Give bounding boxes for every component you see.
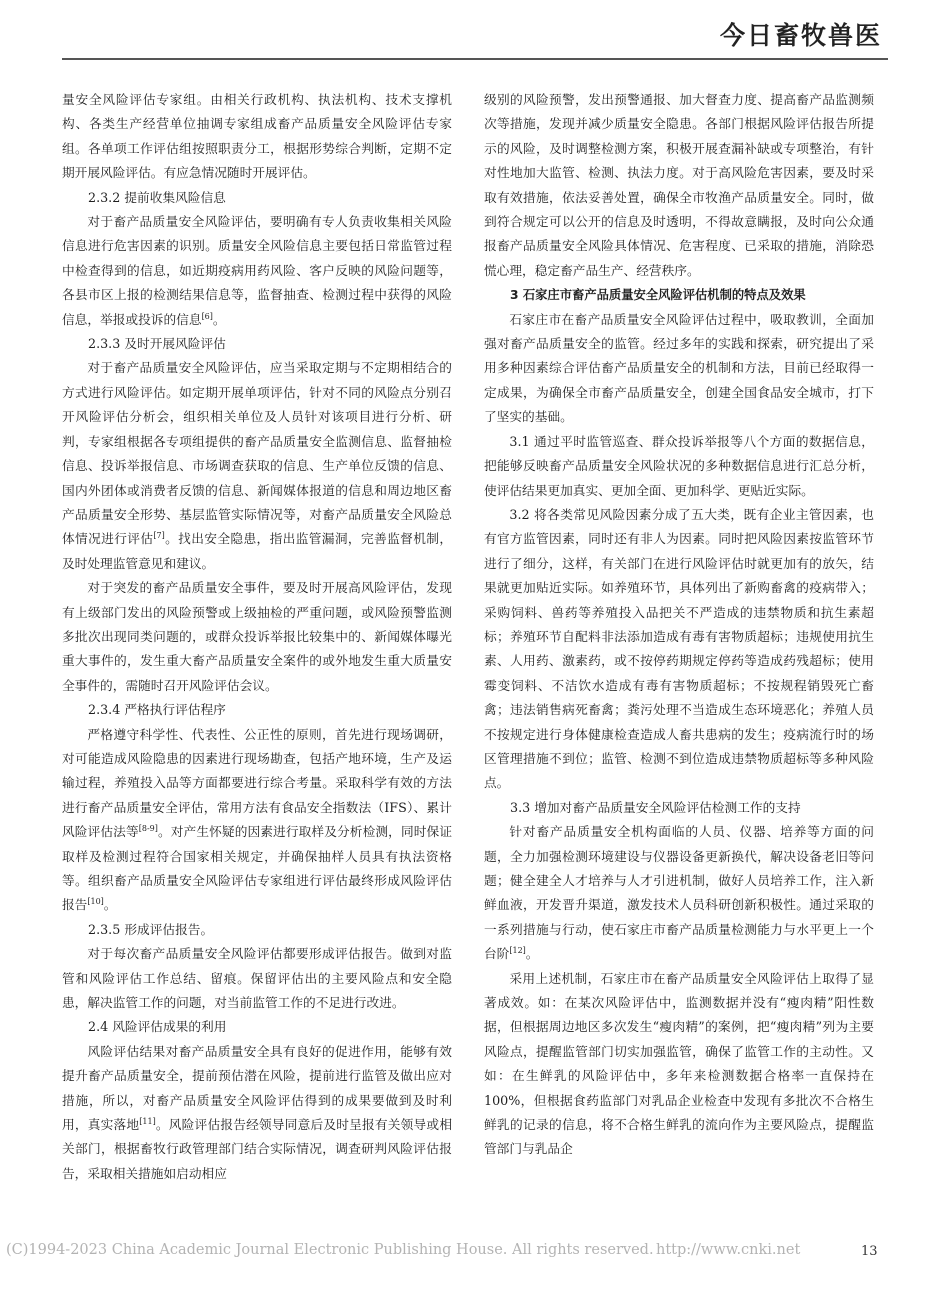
page-header <box>0 0 950 68</box>
paragraph-text: 2.3.2 提前收集风险信息 <box>88 189 226 205</box>
section-heading <box>484 796 874 820</box>
copyright-notice: (C)1994-2023 China Academic Journal Electronic Publishing House. All rights reserved. <box>6 1242 654 1258</box>
citation-ref: [7] <box>153 531 165 541</box>
citation-ref: [12] <box>509 945 526 955</box>
section-heading <box>62 1015 452 1039</box>
citation-ref: [10] <box>87 897 104 907</box>
paragraph-text: 2.3.4 严格执行评估程序 <box>88 702 226 718</box>
paragraph-text: 。找出安全隐患，指出监管漏洞，完善监督机制，及时处理监管意见和建议。 <box>62 531 453 571</box>
paragraph-text: 3.2 将各类常见风险因素分成了五大类，既有企业主管因素，也有官方监管因素，同时还有非人为因素。同时把风险因素按监管环节进行了细分，这样，有关部门在进行风险评估时就更加有的放矢，结果就更加贴近实际。如养殖环节，具体列出了新购畜禽的疫病带入；采购饲料、兽药等养殖投入品把关不严造成的违禁物质和抗生素超标；养殖环节自配料非法添加造成有毒有害物质超标；违规使用抗生素、人用药、激素药，或不按停药期规定停药等造成药残超标；使用霉变饲料、不洁饮水造成有毒有害物质超标；不按规程销毁死亡畜禽；违法销售病死畜禽；粪污处理不当造成生态环境恶化；养殖人员不按规定进行身体健康检查造成人畜共患病的发生；疫病流行时的场区管理措施不到位；监管、检测不到位造成违禁物质超标等多种风险点。 <box>484 506 874 791</box>
paragraph-text: 对于突发的畜产品质量安全事件，要及时开展高风险评估，发现有上级部门发出的风险预警或上级抽检的严重问题，或风险预警监测多批次出现同类问题的，或群众投诉举报比较集中的、新闻媒体曝光重大事件的，发生重大畜产品质量安全案件的或外地发生重大质量安全事件的，需随时召开风险评估会议。 <box>62 580 452 693</box>
journal-title: 今日畜牧兽医 <box>719 21 882 50</box>
paragraph <box>62 942 452 1015</box>
paragraph <box>484 820 874 966</box>
paragraph-text: 针对畜产品质量安全机构面临的人员、仪器、培养等方面的问题，全力加强检测环境建设与仪器设备更新换代，解决设备老旧等问题；健全建全人才培养与人才引进机制，做好人员培养工作，注入新鲜血液，开发晋升渠道，激发技术人员科研创新积极性。通过采取的一系列措施与行动，使石家庄市畜产品质量检测能力与水平更上一个台阶 <box>484 824 874 962</box>
paragraph-text: 。对产生怀疑的因素进行取样及分析检测，同时保证取样及检测过程符合国家相关规定，并确保抽样人员具有执法资格等。组织畜产品质量安全风险评估专家组进行评估最终形成风险评估报告 <box>62 824 453 913</box>
paragraph-text: 3 石家庄市畜产品质量安全风险评估机制的特点及效果 <box>510 288 806 303</box>
paragraph-text: 3.3 增加对畜产品质量安全风险评估检测工作的支持 <box>510 799 801 815</box>
header-divider <box>62 58 888 60</box>
section-heading <box>62 698 452 722</box>
citation-ref: [8-9] <box>138 823 158 833</box>
paragraph-text: 量安全风险评估专家组。由相关行政机构、执法机构、技术支撑机构、各类生产经营单位抽调专家组成畜产品质量安全风险评估专家组。各单项工作评估组按照职责分工，根据形势综合判断，定期不定期开展风险评估。有应急情况随时开展评估。 <box>62 92 452 181</box>
paragraph-text: 。 <box>103 897 117 913</box>
page-footer <box>0 1240 950 1270</box>
paragraph <box>484 967 874 1162</box>
paragraph-text: 采用上述机制，石家庄市在畜产品质量安全风险评估上取得了显著成效。如：在某次风险评估中，监测数据并没有“瘦肉精”阳性数据，但根据周边地区多次发生“瘦肉精”的案例，把“瘦肉精”列为主要风险点，提醒监管部门切实加强监管，确保了监管工作的主动性。又如：在生鲜乳的风险评估中，多年来检测数据合格率一直保持在100%，但根据食药监部门对乳品企业检查中发现有多批次不合格生鲜乳的记录的信息，将不合格生鲜乳的流向作为主要风险点，提醒监管部门与乳品企 <box>484 970 874 1157</box>
paragraph <box>62 210 452 332</box>
paragraph <box>484 88 874 283</box>
paragraph-text: 严格遵守科学性、代表性、公正性的原则，首先进行现场调研，对可能造成风险隐患的因素进行现场勘查，包括产地环境，生产及运输过程，养殖投入品等方面都要进行综合考量。采取科学有效的方法进行畜产品质量安全评估，常用方法有食品安全指数法（IFS）、累计风险评估法等 <box>62 726 452 840</box>
paragraph <box>484 308 874 430</box>
paragraph <box>62 576 452 698</box>
paragraph-text: 级别的风险预警，发出预警通报、加大督查力度、提高畜产品监测频次等措施，发现并减少质量安全隐患。各部门根据风险评估报告所提示的风险，及时调整检测方案，积极开展查漏补缺或专项整治，有针对性地加大监管、检测、执法力度。对于高风险危害因素，要及时采取有效措施，依法妥善处置，确保全市牧渔产品质量安全。同时，做到符合规定可以公开的信息及时透明，不得故意瞒报，及时向公众通报畜产品质量安全风险具体情况、危害程度、已采取的措施，消除恐慌心理，稳定畜产品生产、经营秩序。 <box>484 92 874 278</box>
cnki-url[interactable]: http://www.cnki.net <box>656 1242 801 1258</box>
paragraph <box>62 1040 452 1186</box>
paragraph-text: 。 <box>525 946 539 962</box>
paragraph-text: 风险评估结果对畜产品质量安全具有良好的促进作用，能够有效提升畜产品质量安全，提前预估潜在风险，提前进行监管及做出应对措施，所以，对畜产品质量安全风险评估得到的成果要做到及时利用，真实落地 <box>62 1043 452 1133</box>
page-number: 13 <box>861 1244 878 1259</box>
paragraph-text: 2.4 风险评估成果的利用 <box>88 1019 227 1035</box>
paragraph-text: 。风险评估报告经领导同意后及时呈报有关领导或相关部门，根据畜牧行政管理部门结合实际情况，调查研判风险评估报告，采取相关措施如启动相应 <box>62 1117 453 1181</box>
paragraph <box>62 356 452 576</box>
section-heading <box>62 332 452 356</box>
section-heading <box>484 283 874 307</box>
paragraph <box>484 503 874 796</box>
paragraph <box>62 88 452 186</box>
paragraph-text: 对于畜产品质量安全风险评估，要明确有专人负责收集相关风险信息进行危害因素的识别。质量安全风险信息主要包括日常监管过程中检查得到的信息，如近期疫病用药风险、客户反映的风险问题等，各县市区上报的检测结果信息等，监督抽查、检测过程中获得的风险信息，举报或投诉的信息 <box>62 214 452 327</box>
paragraph-text: 对于每次畜产品质量安全风险评估都要形成评估报告。做到对监管和风险评估工作总结、留痕。保留评估出的主要风险点和安全隐患，解决监管工作的问题，对当前监管工作的不足进行改进。 <box>62 946 452 1011</box>
section-heading <box>62 186 452 210</box>
right-column <box>484 88 874 1162</box>
left-column <box>62 88 452 1186</box>
paragraph <box>484 430 874 503</box>
section-heading <box>62 918 452 942</box>
citation-ref: [11] <box>139 1116 156 1126</box>
paragraph-text: 对于畜产品质量安全风险评估，应当采取定期与不定期相结合的方式进行风险评估。如定期开展单项评估，针对不同的风险点分别召开风险评估分析会，组织相关单位及人员针对该项目进行分析、研判，专家组根据各专项组提供的畜产品质量安全监测信息、监督抽检信息、投诉举报信息、市场调查获取的信息、生产单位反馈的信息、国内外团体或消费者反馈的信息、新闻媒体报道的信息和周边地区畜产品质量安全形势、基层监管实际情况等，对畜产品质量安全风险总体情况进行评估 <box>62 360 452 547</box>
paragraph-text: 2.3.3 及时开展风险评估 <box>88 336 226 352</box>
paragraph-text: 。 <box>212 311 226 327</box>
paragraph-text: 3.1 通过平时监管巡查、群众投诉举报等八个方面的数据信息，把能够反映畜产品质量安全风险状况的多种数据信息进行汇总分析，使评估结果更加真实、更加全面、更加科学、更贴近实际。 <box>484 433 874 498</box>
paragraph-text: 石家庄市在畜产品质量安全风险评估过程中，吸取教训，全面加强对畜产品质量安全的监管。经过多年的实践和探索，研究提出了采用多种因素综合评估畜产品质量安全的机制和方法，目前已经取得一定成果，为确保全市畜产品质量安全，创建全国食品安全城市，打下了坚实的基础。 <box>484 311 874 425</box>
paragraph-text: 2.3.5 形成评估报告。 <box>88 921 214 937</box>
paragraph <box>62 723 452 918</box>
citation-ref: [6] <box>201 311 213 321</box>
